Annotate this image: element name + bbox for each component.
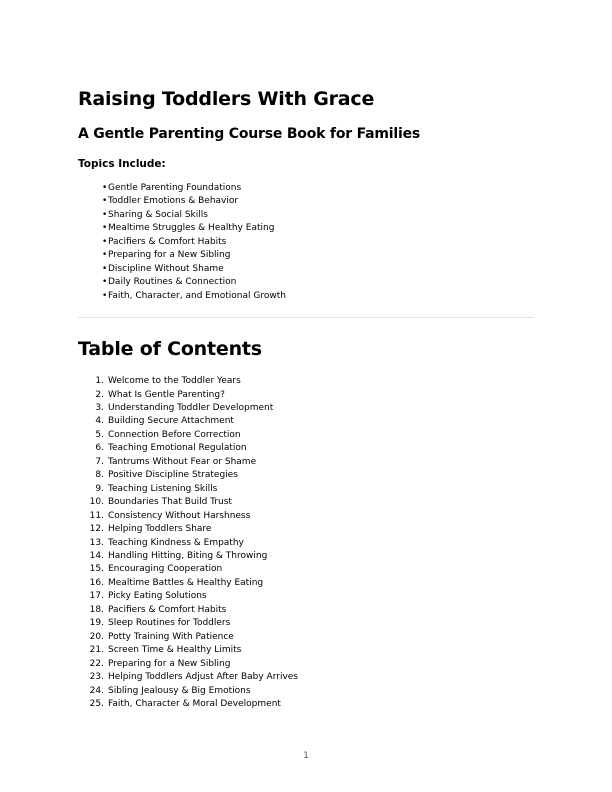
bullet-icon: • [102,183,108,193]
toc-entry [78,537,534,550]
toc-entry [78,631,534,644]
toc-entry-label: Positive Discipline Strategies [108,470,238,481]
bullet-icon: • [102,196,108,207]
topic-label: Gentle Parenting Foundations [108,183,242,193]
toc-entry-number: 5. [95,429,104,440]
topic-item [102,290,534,303]
toc-entry [78,389,534,402]
toc-entry-number: 24. [89,685,104,696]
topic-label: Discipline Without Shame [108,263,224,274]
bullet-icon: • [102,209,108,220]
toc-entry-label: What Is Gentle Parenting? [108,389,225,400]
topics-list [102,182,534,303]
topic-label: Preparing for a New Sibling [108,250,231,261]
toc-entry [78,442,534,455]
toc-entry-label: Teaching Listening Skills [108,483,218,494]
topic-label: Pacifiers & Comfort Habits [108,236,227,247]
toc-entry-number: 21. [89,645,104,656]
toc-entry-label: Potty Training With Patience [108,631,234,642]
toc-entry [78,644,534,657]
toc-entry-label: Boundaries That Build Trust [108,497,232,508]
toc-entry-label: Sleep Routines for Toddlers [108,618,231,629]
toc-title: Table of Contents [78,338,262,361]
bullet-icon: • [102,236,108,247]
toc-list [78,375,534,711]
toc-entry-number: 7. [95,456,104,467]
document-page [78,86,534,711]
toc-entry-number: 15. [89,564,104,575]
bullet-icon: • [102,277,108,288]
toc-entry-label: Helping Toddlers Adjust After Baby Arrives [108,672,298,683]
toc-entry-label: Preparing for a New Sibling [108,658,231,669]
section-divider [78,317,534,318]
toc-entry-label: Connection Before Correction [108,429,241,440]
toc-entry-label: Sibling Jealousy & Big Emotions [108,685,251,696]
toc-entry-number: 17. [89,591,104,602]
toc-entry-number: 20. [89,631,104,642]
toc-entry [78,429,534,442]
toc-entry-number: 16. [89,577,104,588]
toc-entry-number: 22. [89,658,104,669]
toc-entry-label: Welcome to the Toddler Years [108,376,241,387]
topic-label: Faith, Character, and Emotional Growth [108,290,286,301]
toc-entry-number: 25. [89,698,104,709]
toc-entry-number: 8. [95,470,104,481]
toc-entry [78,510,534,523]
toc-entry-label: Screen Time & Healthy Limits [108,645,242,656]
toc-entry-label: Handling Hitting, Biting & Throwing [108,550,268,561]
topic-label: Daily Routines & Connection [108,277,237,288]
topic-item [102,249,534,262]
toc-entry [78,685,534,698]
toc-entry [78,563,534,576]
toc-entry [78,523,534,536]
topic-label: Toddler Emotions & Behavior [108,196,239,207]
toc-entry-label: Consistency Without Harshness [108,510,251,521]
toc-entry [78,415,534,428]
toc-entry-number: 1. [95,376,104,387]
toc-entry-label: Building Secure Attachment [108,416,234,427]
toc-entry-number: 6. [95,443,104,454]
toc-entry [78,375,534,388]
toc-entry-label: Understanding Toddler Development [108,402,274,413]
page-number: 1 [303,751,309,761]
bullet-icon: • [102,250,108,261]
toc-entry-number: 11. [89,510,104,521]
toc-entry [78,590,534,603]
topic-item [102,195,534,208]
toc-entry-number: 2. [95,389,104,400]
document-title: Raising Toddlers With Grace [78,88,375,110]
topic-item [102,209,534,222]
toc-entry [78,483,534,496]
topic-item [102,182,534,195]
topics-heading: Topics Include: [78,158,166,170]
toc-entry-number: 10. [89,497,104,508]
toc-entry [78,698,534,711]
topic-item [102,263,534,276]
toc-entry-number: 19. [89,618,104,629]
toc-entry-label: Mealtime Battles & Healthy Eating [108,577,264,588]
toc-entry-label: Teaching Kindness & Empathy [108,537,244,548]
toc-entry-number: 4. [95,416,104,427]
toc-entry-label: Encouraging Cooperation [108,564,223,575]
toc-entry-label: Picky Eating Solutions [108,591,207,602]
bullet-icon: • [102,223,108,234]
toc-entry-number: 23. [89,672,104,683]
toc-entry-label: Teaching Emotional Regulation [108,443,247,454]
toc-entry-label: Faith, Character & Moral Development [108,698,281,709]
topic-item [102,236,534,249]
toc-entry-number: 9. [95,483,104,494]
toc-entry [78,577,534,590]
topic-label: Sharing & Social Skills [108,209,208,220]
toc-entry-label: Tantrums Without Fear or Shame [108,456,257,467]
toc-entry-label: Helping Toddlers Share [108,524,212,535]
bullet-icon: • [102,263,108,274]
toc-entry [78,617,534,630]
toc-entry [78,469,534,482]
document-subtitle: A Gentle Parenting Course Book for Families [78,126,421,142]
toc-entry-number: 12. [89,524,104,535]
toc-entry [78,658,534,671]
topic-item [102,222,534,235]
toc-entry [78,456,534,469]
toc-entry-number: 14. [89,550,104,561]
toc-entry-label: Pacifiers & Comfort Habits [108,604,227,615]
topic-item [102,276,534,289]
toc-entry [78,604,534,617]
toc-entry [78,550,534,563]
toc-entry-number: 18. [89,604,104,615]
toc-entry [78,671,534,684]
topic-label: Mealtime Struggles & Healthy Eating [108,223,275,234]
bullet-icon: • [102,290,108,301]
toc-entry [78,496,534,509]
toc-entry-number: 3. [95,402,104,413]
toc-entry [78,402,534,415]
toc-entry-number: 13. [89,537,104,548]
